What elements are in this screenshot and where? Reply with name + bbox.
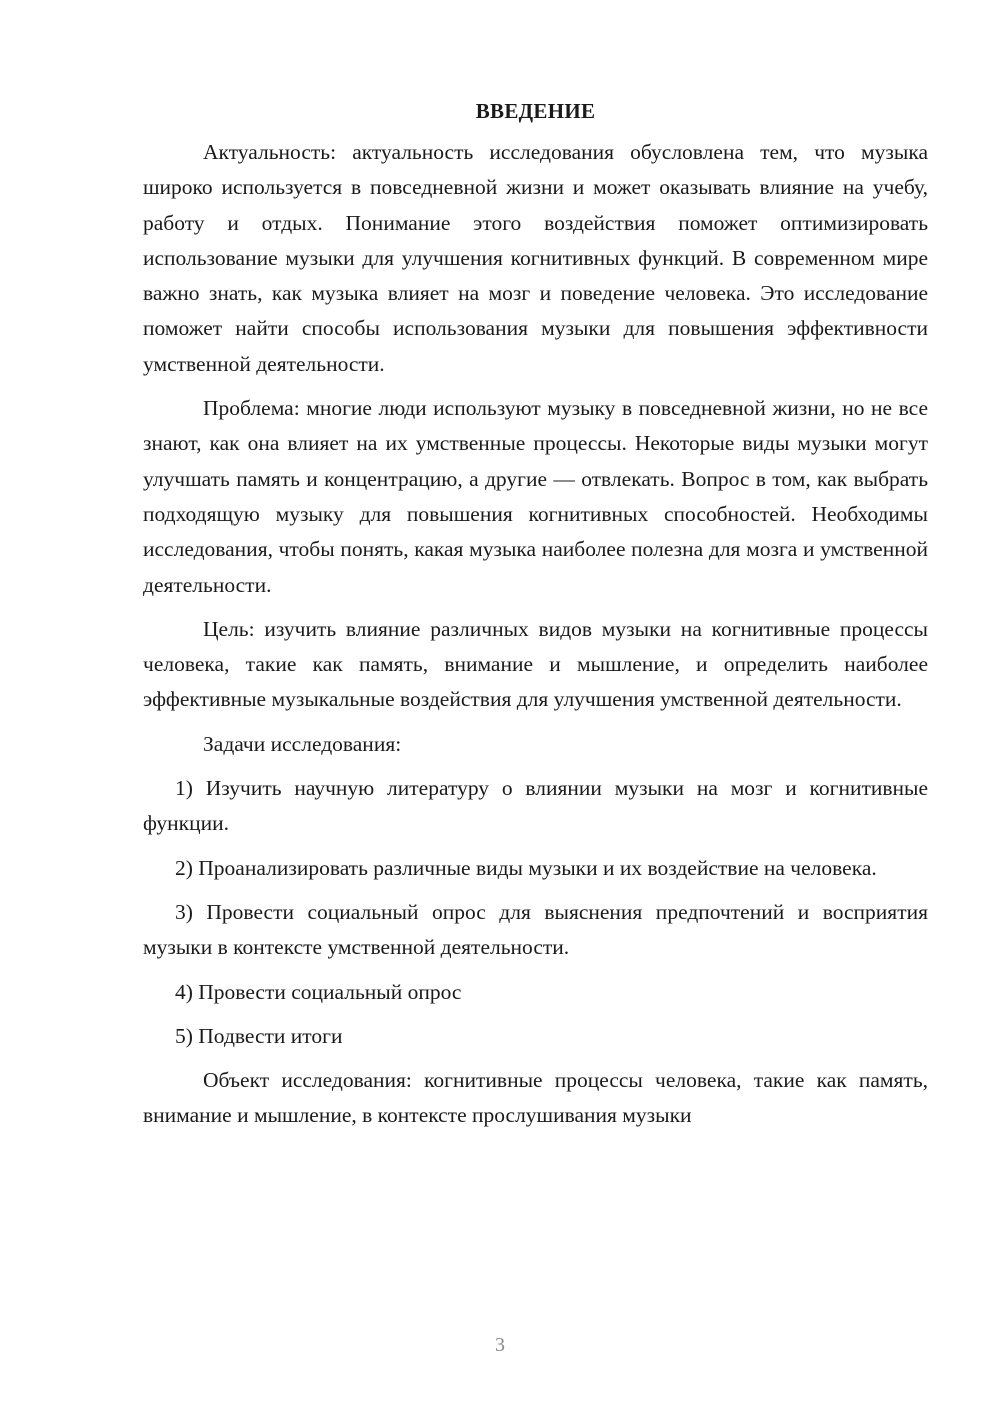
page-content	[143, 95, 928, 1143]
tasks-heading: Задачи исследования:	[203, 731, 402, 756]
task-item-2: 2) Проанализировать различные виды музыки и их воздействие на человека.	[175, 855, 877, 880]
task-item-5: 5) Подвести итоги	[175, 1023, 343, 1048]
paragraph-goal: Цель: изучить влияние различных видов музыки на когнитивные процессы человека, такие как память, внимание и мышление, и определить наиболее эффективные музыкальные воздействия для улучшения умственной деятельности.	[143, 616, 928, 712]
task-item-3: 3) Провести социальный опрос для выяснения предпочтений и восприятия музыки в контексте умственной деятельности.	[143, 899, 928, 960]
paragraph-object: Объект исследования: когнитивные процессы человека, такие как память, внимание и мышление, в контексте прослушивания музыки	[143, 1068, 928, 1128]
paragraph-relevance: Актуальность: актуальность исследования обусловлена тем, что музыка широко используется в повседневной жизни и может оказывать влияние на учебу, работу и отдых. Понимание этого воздействия поможет оптимизировать использование музыки для улучшения когнитивных функций. В современном мире важно знать, как музыка влияет на мозг и поведение человека. Это исследование поможет найти способы использования музыки для повышения эффективности умственной деятельности.	[143, 140, 928, 376]
page-number: 3	[495, 1334, 505, 1356]
page-title: ВВЕДЕНИЕ	[475, 99, 596, 123]
task-item-1: 1) Изучить научную литературу о влиянии музыки на мозг и когнитивные функции.	[143, 776, 928, 836]
paragraph-problem: Проблема: многие люди используют музыку в повседневной жизни, но не все знают, как она влияет на их умственные процессы. Некоторые виды музыки могут улучшать память и концентрацию, а другие — отвлекать. Вопрос в том, как выбрать подходящую музыку для повышения когнитивных способностей. Необходимы исследования, чтобы понять, какая музыка наиболее полезна для мозга и умственной деятельности.	[143, 396, 928, 597]
task-item-4: 4) Провести социальный опрос	[175, 979, 462, 1004]
